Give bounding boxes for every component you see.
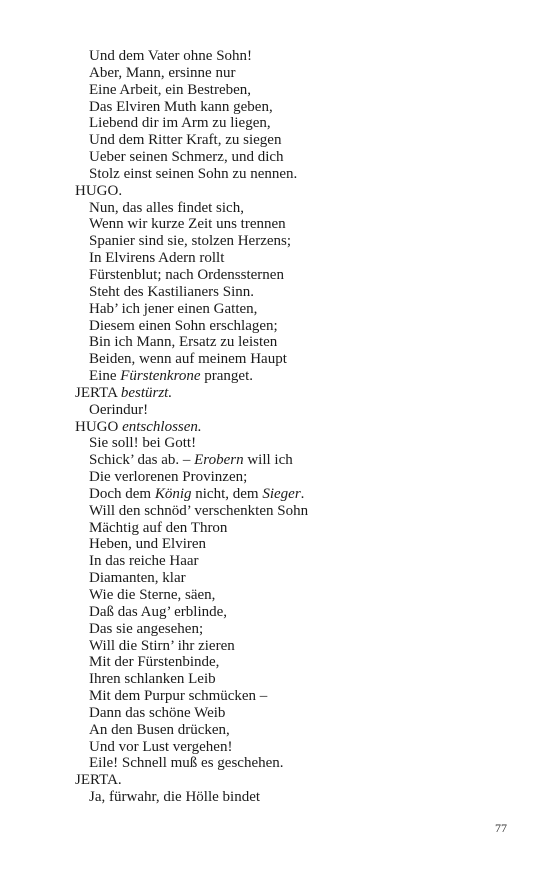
verse-line: Mit dem Purpur schmücken –	[89, 688, 268, 705]
verse-line: Heben, und Elviren	[89, 536, 207, 553]
verse-line: Das Elviren Muth kann geben,	[89, 98, 273, 115]
verse-line: Mit der Fürstenbinde,	[89, 654, 220, 671]
verse-line: Beiden, wenn auf meinem Haupt	[89, 351, 287, 368]
verse-line: Und vor Lust vergehen!	[89, 738, 233, 755]
page-number: 77	[495, 821, 507, 835]
stage-direction: bestürzt.	[120, 384, 173, 401]
speaker-label: JERTA.	[75, 772, 122, 789]
verse-line: Mächtig auf den Thron	[89, 519, 228, 536]
verse-line: Spanier sind sie, stolzen Herzens;	[89, 233, 292, 250]
speaker-label: HUGO.	[75, 182, 123, 199]
verse-line: Diesem einen Sohn erschlagen;	[89, 317, 278, 334]
verse-line: Steht des Kastilianers Sinn.	[89, 283, 254, 300]
verse-line: Ihren schlanken Leib	[89, 671, 216, 688]
verse-line: Daß das Aug’ erblinde,	[89, 603, 228, 620]
emphasis-text: Fürstenkrone	[120, 368, 201, 385]
verse-line: Ja, fürwahr, die Hölle bindet	[89, 789, 261, 806]
verse-line: Nun, das alles findet sich,	[89, 199, 244, 216]
verse-text: pranget.	[200, 368, 253, 385]
verse-line: Dann das schöne Weib	[89, 704, 226, 721]
verse-text: Doch dem	[89, 485, 155, 502]
verse-line: Fürstenblut; nach Ordenssternen	[89, 266, 284, 283]
verse-line: An den Busen drücken,	[89, 721, 230, 738]
verse-line: Ueber seinen Schmerz, und dich	[89, 149, 284, 166]
verse-line: Sie soll! bei Gott!	[89, 435, 197, 452]
verse-line: Wie die Sterne, säen,	[89, 587, 216, 603]
verse-line	[75, 452, 495, 469]
verse-line	[75, 486, 495, 503]
verse-line: Eile! Schnell muß es geschehen.	[89, 755, 284, 772]
verse-line: Stolz einst seinen Sohn zu nennen.	[89, 165, 298, 182]
emphasis-text: König	[154, 485, 192, 502]
verse-text: .	[300, 485, 305, 502]
emphasis-text: Erobern	[194, 452, 244, 469]
verse-line: Eine Arbeit, ein Bestreben,	[89, 81, 252, 98]
verse-line: Oerindur!	[89, 401, 149, 418]
verse-line: Will die Stirn’ ihr zieren	[89, 637, 235, 654]
verse-line: Wenn wir kurze Zeit uns trennen	[89, 216, 286, 233]
verse-line: Will den schnöd’ verschenkten Sohn	[89, 502, 309, 519]
verse-text: Schick’ das ab. –	[89, 452, 195, 469]
verse-line	[75, 368, 495, 385]
verse-text: nicht, dem	[191, 485, 263, 502]
verse-line: Und dem Ritter Kraft, zu siegen	[89, 132, 282, 149]
verse-line: Liebend dir im Arm zu liegen,	[89, 115, 271, 132]
verse-line: Diamanten, klar	[89, 570, 186, 587]
speaker-label	[75, 385, 495, 402]
speaker-name: HUGO	[75, 418, 123, 435]
verse-line: Aber, Mann, ersinne nur	[89, 64, 236, 81]
verse-line: Die verlorenen Provinzen;	[89, 469, 248, 486]
emphasis-text: Sieger	[262, 485, 301, 502]
verse-text: Eine	[89, 368, 121, 385]
verse-line: Hab’ ich jener einen Gatten,	[89, 300, 258, 317]
speaker-label	[75, 419, 495, 436]
verse-line: Und dem Vater ohne Sohn!	[89, 48, 253, 64]
stage-direction: entschlossen.	[122, 418, 202, 435]
play-text	[75, 48, 495, 806]
verse-line: In Elvirens Adern rollt	[89, 250, 225, 267]
verse-line: In das reiche Haar	[89, 553, 199, 570]
speaker-name: JERTA	[75, 384, 121, 401]
verse-line: Das sie angesehen;	[89, 620, 204, 637]
verse-text: will ich	[243, 452, 293, 469]
verse-line: Bin ich Mann, Ersatz zu leisten	[89, 334, 278, 351]
